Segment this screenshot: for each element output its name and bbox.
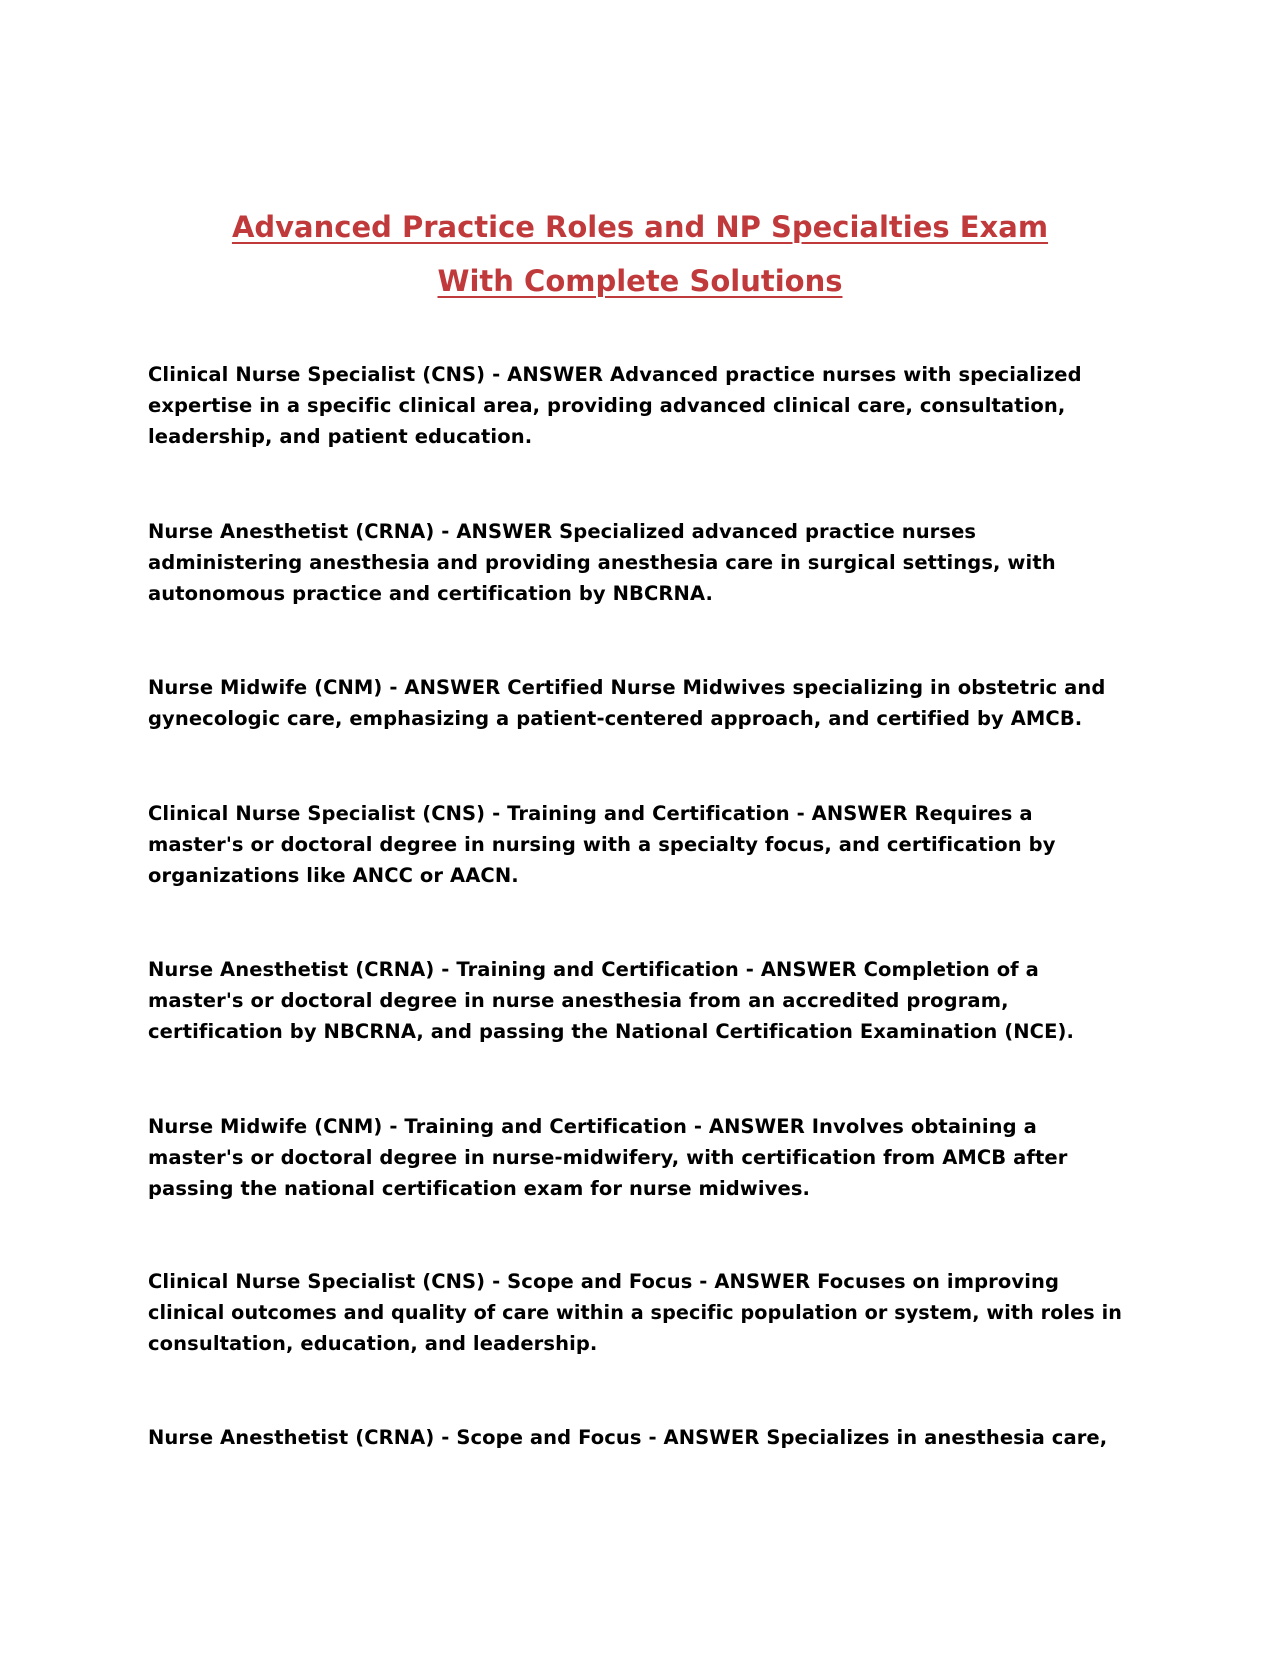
entry-line: autonomous practice and certification by NBCRNA. xyxy=(148,582,714,605)
document-title-line-2: With Complete Solutions xyxy=(437,264,843,298)
entry-line: Nurse Anesthetist (CRNA) - Training and Certification - ANSWER Completion of a xyxy=(148,958,1039,981)
entry-line: leadership, and patient education. xyxy=(148,425,533,448)
entry-line: master's or doctoral degree in nurse-midwifery, with certification from AMCB after xyxy=(148,1146,1068,1169)
entry-line: expertise in a specific clinical area, providing advanced clinical care, consultation, xyxy=(148,394,1066,417)
qa-entry-crna-scope xyxy=(148,1422,1128,1453)
qa-entry-crna-training xyxy=(148,954,1128,1047)
qa-entry-cns-scope xyxy=(148,1266,1128,1359)
entry-line: consultation, education, and leadership. xyxy=(148,1332,598,1355)
entry-line: Clinical Nurse Specialist (CNS) - ANSWER Advanced practice nurses with specialized xyxy=(148,363,1082,386)
entry-line: organizations like ANCC or AACN. xyxy=(148,864,519,887)
entry-line: Clinical Nurse Specialist (CNS) - Scope and Focus - ANSWER Focuses on improving xyxy=(148,1270,1060,1293)
qa-entry-cns-definition xyxy=(148,359,1128,452)
qa-entry-crna-definition xyxy=(148,516,1128,609)
entry-line: gynecologic care, emphasizing a patient-centered approach, and certified by AMCB. xyxy=(148,707,1083,730)
document-title xyxy=(150,200,1130,308)
entry-line: Nurse Midwife (CNM) - ANSWER Certified Nurse Midwives specializing in obstetric and xyxy=(148,676,1106,699)
document-title-line-1: Advanced Practice Roles and NP Specialties Exam xyxy=(231,210,1049,244)
entry-line: Nurse Midwife (CNM) - Training and Certification - ANSWER Involves obtaining a xyxy=(148,1115,1037,1138)
entry-line: administering anesthesia and providing anesthesia care in surgical settings, with xyxy=(148,551,1056,574)
qa-entry-cnm-definition xyxy=(148,672,1128,734)
qa-entry-cnm-training xyxy=(148,1111,1128,1204)
entry-line: clinical outcomes and quality of care within a specific population or system, with roles in xyxy=(148,1301,1122,1324)
entry-line: Clinical Nurse Specialist (CNS) - Training and Certification - ANSWER Requires a xyxy=(148,802,1033,825)
qa-entry-cns-training xyxy=(148,798,1128,891)
entry-line: Nurse Anesthetist (CRNA) - ANSWER Specialized advanced practice nurses xyxy=(148,520,977,543)
entry-line: passing the national certification exam for nurse midwives. xyxy=(148,1177,811,1200)
entry-line: master's or doctoral degree in nursing with a specialty focus, and certification by xyxy=(148,833,1056,856)
entry-line: Nurse Anesthetist (CRNA) - Scope and Focus - ANSWER Specializes in anesthesia care, xyxy=(148,1426,1108,1449)
entry-line: certification by NBCRNA, and passing the National Certification Examination (NCE). xyxy=(148,1020,1075,1043)
entry-line: master's or doctoral degree in nurse anesthesia from an accredited program, xyxy=(148,989,1009,1012)
